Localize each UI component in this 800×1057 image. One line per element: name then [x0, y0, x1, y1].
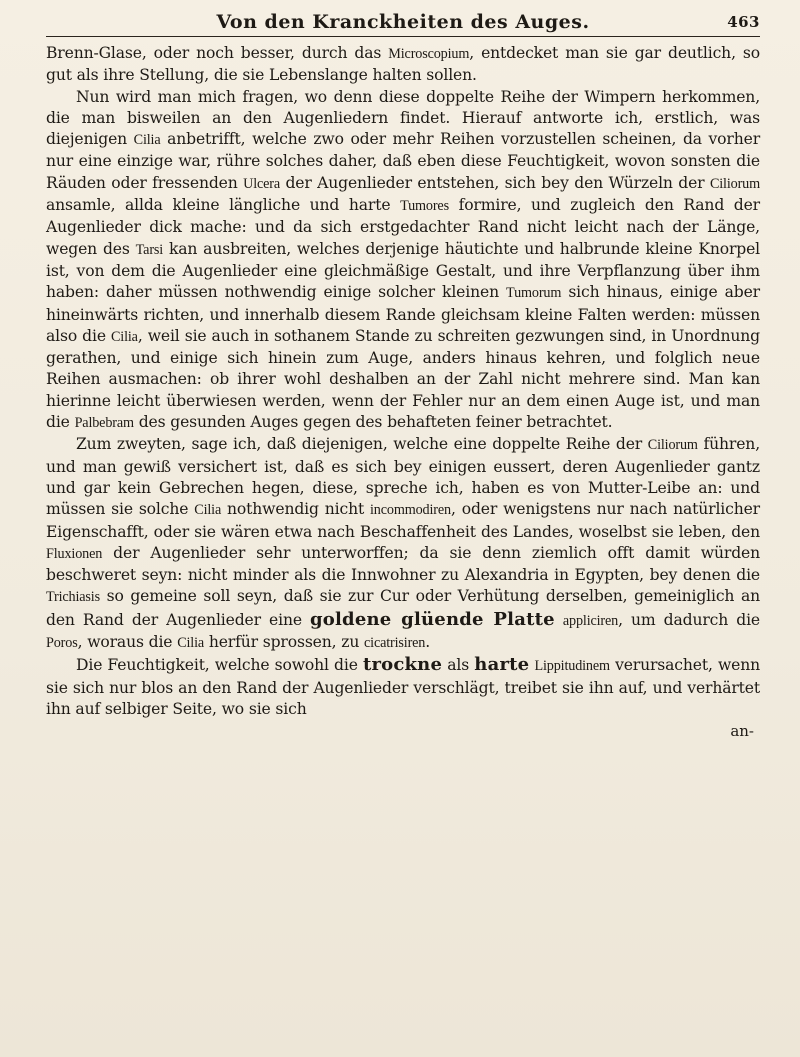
running-title: Von den Kranckheiten des Auges. — [216, 11, 590, 33]
latin-term: Ciliorum — [709, 175, 760, 192]
emphasis-text: harte — [474, 654, 530, 676]
text-run: des gesunden Auges gegen des behafteten feiner betrachtet. — [133, 413, 613, 432]
text-run: sich hinaus, einige aber hineinwärts richten, und innerhalb diesem Rande gleichsam kleine Falten werden: müssen also die — [46, 283, 760, 345]
latin-term: incommodiren — [370, 502, 451, 519]
text-run: Die Feuchtigkeit, welche sowohl die — [76, 656, 363, 675]
text-run: Brenn-Glase, oder noch besser, durch das — [46, 44, 389, 62]
catchword: an- — [730, 722, 754, 741]
text-run — [555, 611, 563, 629]
text-run: Nun wird man mich fragen, wo denn diese doppelte Reihe der Wimpern herkommen, die man bisweilen an den Augenliedern findet. Hierauf antworte ich, erstlich, was diejenigen — [46, 87, 760, 149]
paragraph — [46, 654, 760, 720]
latin-term: Tarsi — [135, 241, 164, 258]
text-run: herfür sprossen, zu — [204, 633, 365, 652]
emphasis-text: trockne — [362, 654, 443, 676]
running-head — [46, 8, 760, 37]
text-run: , entdecket man sie gar deutlich, so gut als ihre Stellung, die sie Lebenslange halten sollen. — [46, 44, 760, 85]
text-run: . — [425, 633, 431, 652]
paragraph — [46, 43, 760, 87]
text-run: der Augenlieder sehr unterworffen; da sie denn ziemlich offt damit würden beschweret seyn: nicht minder als die Innwohner zu Alexandria in Egypten, bey denen die — [46, 543, 760, 585]
latin-term: Poros — [46, 635, 78, 652]
latin-term: appliciren — [562, 612, 619, 629]
latin-term: Trichiasis — [46, 589, 100, 606]
latin-term: cicatrisiren — [364, 635, 426, 652]
latin-term: Lippitudinem — [534, 658, 610, 675]
text-run: als — [442, 656, 475, 675]
latin-term: Ulcera — [243, 175, 280, 192]
text-run: führen, und man gewiß versichert ist, daß es sich bey einigen eussert, deren Augenlieder gantz und gar kein Gebrechen hegen, diese, spreche ich, haben es von Mutter-Leibe an: und müssen sie solche — [46, 435, 760, 519]
text-run: verursachet, wenn sie sich nur blos an den Rand der Augenlieder verschlägt, treibet sie ihn auf, und verhärtet ihn auf selbiger Seite, wo sie sich — [46, 656, 761, 718]
emphasis-text: goldene glüende Platte — [310, 608, 555, 630]
latin-term: Microscopium — [388, 46, 470, 62]
latin-term: Tumorum — [506, 285, 562, 302]
text-run: der Augenlieder entstehen, sich bey den Würzeln der — [280, 173, 710, 192]
latin-term: Fluxionen — [46, 545, 103, 562]
page-number: 463 — [727, 13, 760, 31]
text-run: kan ausbreiten, welches derjenige häutichte und halbrunde kleine Knorpel ist, von dem die Augenlieder eine gleichmäßige Gestalt, und ihre Verpflanzung über ihm haben: daher müssen nothwendig einige solcher kleinen — [46, 239, 761, 302]
paragraph — [46, 87, 760, 435]
latin-term: Cilia — [110, 328, 138, 345]
text-run: , woraus die — [77, 633, 178, 652]
text-run: ansamle, allda kleine längliche und harte — [46, 196, 401, 215]
latin-term: Ciliorum — [647, 437, 698, 454]
body-text — [46, 43, 760, 720]
latin-term: Palbebram — [74, 415, 134, 432]
latin-term: Cilia — [177, 635, 205, 652]
text-run: nothwendig nicht — [221, 500, 371, 519]
latin-term: Tumores — [400, 198, 449, 215]
paragraph — [46, 434, 760, 654]
latin-term: Cilia — [133, 132, 161, 149]
text-run: , weil sie auch in sothanem Stande zu schreiten gezwungen sind, in Unordnung gerathen, und einige sich hinein zum Auge, anders hinaus kehren, und folglich neue Reihen ausmachen: ob ihrer wohl deshalben an der Zahl nicht mehrere sind. Man kan hierinne leicht überwiesen werden, wenn der Fehler nur an dem einen Auge ist, und man die — [46, 326, 760, 432]
text-run: anbetrifft, welche zwo oder mehr Reihen vorzustellen scheinen, da vorher nur eine einzige war, rühre solches daher, daß eben diese Feuchtigkeit, wovon sonsten die Räuden oder fressenden — [46, 130, 761, 192]
text-run: formire, und zugleich den Rand der Augenlieder dick mache: und da sich erstgedachter Rand nicht leicht nach der Länge, wegen des — [46, 196, 760, 258]
latin-term: Cilia — [194, 502, 222, 519]
text-run: Zum zweyten, sage ich, daß diejenigen, welche eine doppelte Reihe der — [76, 435, 648, 454]
text-run: so gemeine soll seyn, daß sie zur Cur oder Verhütung derselben, gemeiniglich an den Rand der Augenlieder eine — [46, 587, 760, 629]
text-run: , um dadurch die — [618, 610, 760, 629]
text-run: , oder wenigstens nur nach natürlicher Eigenschafft, oder sie wären etwa nach Beschaffenheit des Landes, woselbst sie leben, den — [46, 500, 760, 541]
